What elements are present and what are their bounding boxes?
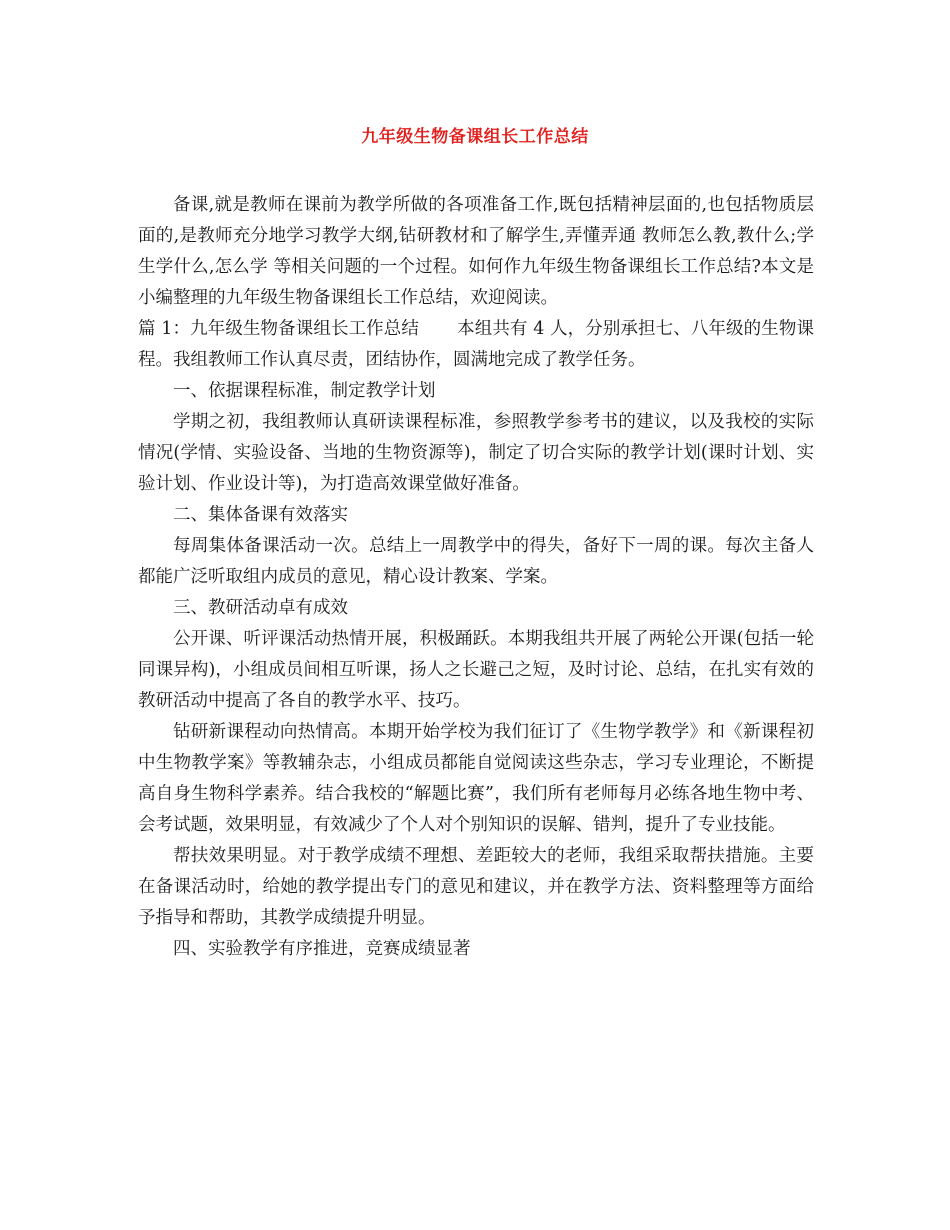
section2-heading: 二、集体备课有效落实 — [173, 505, 348, 525]
chapter-lead: 本组共有 4 人，分别承担七、八年级的生物课程。我组教师工作认真尽责，团结协作，圆满地完成了教学任务。 — [138, 319, 814, 370]
chapter-paragraph — [138, 314, 814, 376]
intro-paragraph: 备课,就是教师在课前为教学所做的各项准备工作,既包括精神层面的,也包括物质层面的,是教师充分地学习教学大纲,钻研教材和了解学生,弄懂弄通 教师怎么教,教什么;学生学什么,怎么学 等相关问题的一个过程。如何作九年级生物备课组长工作总结?本文是小编整理的九年级生物备课组长工作总结，欢迎阅读。 — [138, 195, 814, 308]
section3-paragraph-3: 帮扶效果明显。对于教学成绩不理想、差距较大的老师，我组采取帮扶措施。主要在备课活动时，给她的教学提出专门的意见和建议，并在教学方法、资料整理等方面给予指导和帮助，其教学成绩提升明显。 — [138, 846, 814, 928]
section1-heading: 一、依据课程标准，制定教学计划 — [173, 381, 436, 401]
document-title: 九年级生物备课组长工作总结 — [361, 127, 589, 147]
section1-paragraph: 学期之初，我组教师认真研读课程标准，参照教学参考书的建议，以及我校的实际情况(学情、实验设备、当地的生物资源等)，制定了切合实际的教学计划(课时计划、实验计划、作业设计等)，为打造高效课堂做好准备。 — [138, 412, 814, 494]
section2-paragraph: 每周集体备课活动一次。总结上一周教学中的得失，备好下一周的课。每次主备人都能广泛听取组内成员的意见，精心设计教案、学案。 — [138, 536, 814, 587]
chapter-label: 篇 1：九年级生物备课组长工作总结 — [138, 319, 419, 339]
section3-paragraph-1: 公开课、听评课活动热情开展，积极踊跃。本期我组共开展了两轮公开课(包括一轮同课异构)，小组成员间相互听课，扬人之长避己之短，及时讨论、总结，在扎实有效的教研活动中提高了各自的教学水平、技巧。 — [138, 629, 814, 711]
section3-heading: 三、教研活动卓有成效 — [173, 598, 348, 618]
section3-paragraph-2: 钻研新课程动向热情高。本期开始学校为我们征订了《生物学教学》和《新课程初中生物教学案》等教辅杂志，小组成员都能自觉阅读这些杂志，学习专业理论，不断提高自身生物科学素养。结合我校的“解题比赛”，我们所有老师每月必练各地生物中考、会考试题，效果明显，有效减少了个人对个别知识的误解、错判，提升了专业技能。 — [138, 722, 814, 835]
section4-heading: 四、实验教学有序推进，竞赛成绩显著 — [173, 939, 471, 959]
document-body — [138, 190, 814, 965]
